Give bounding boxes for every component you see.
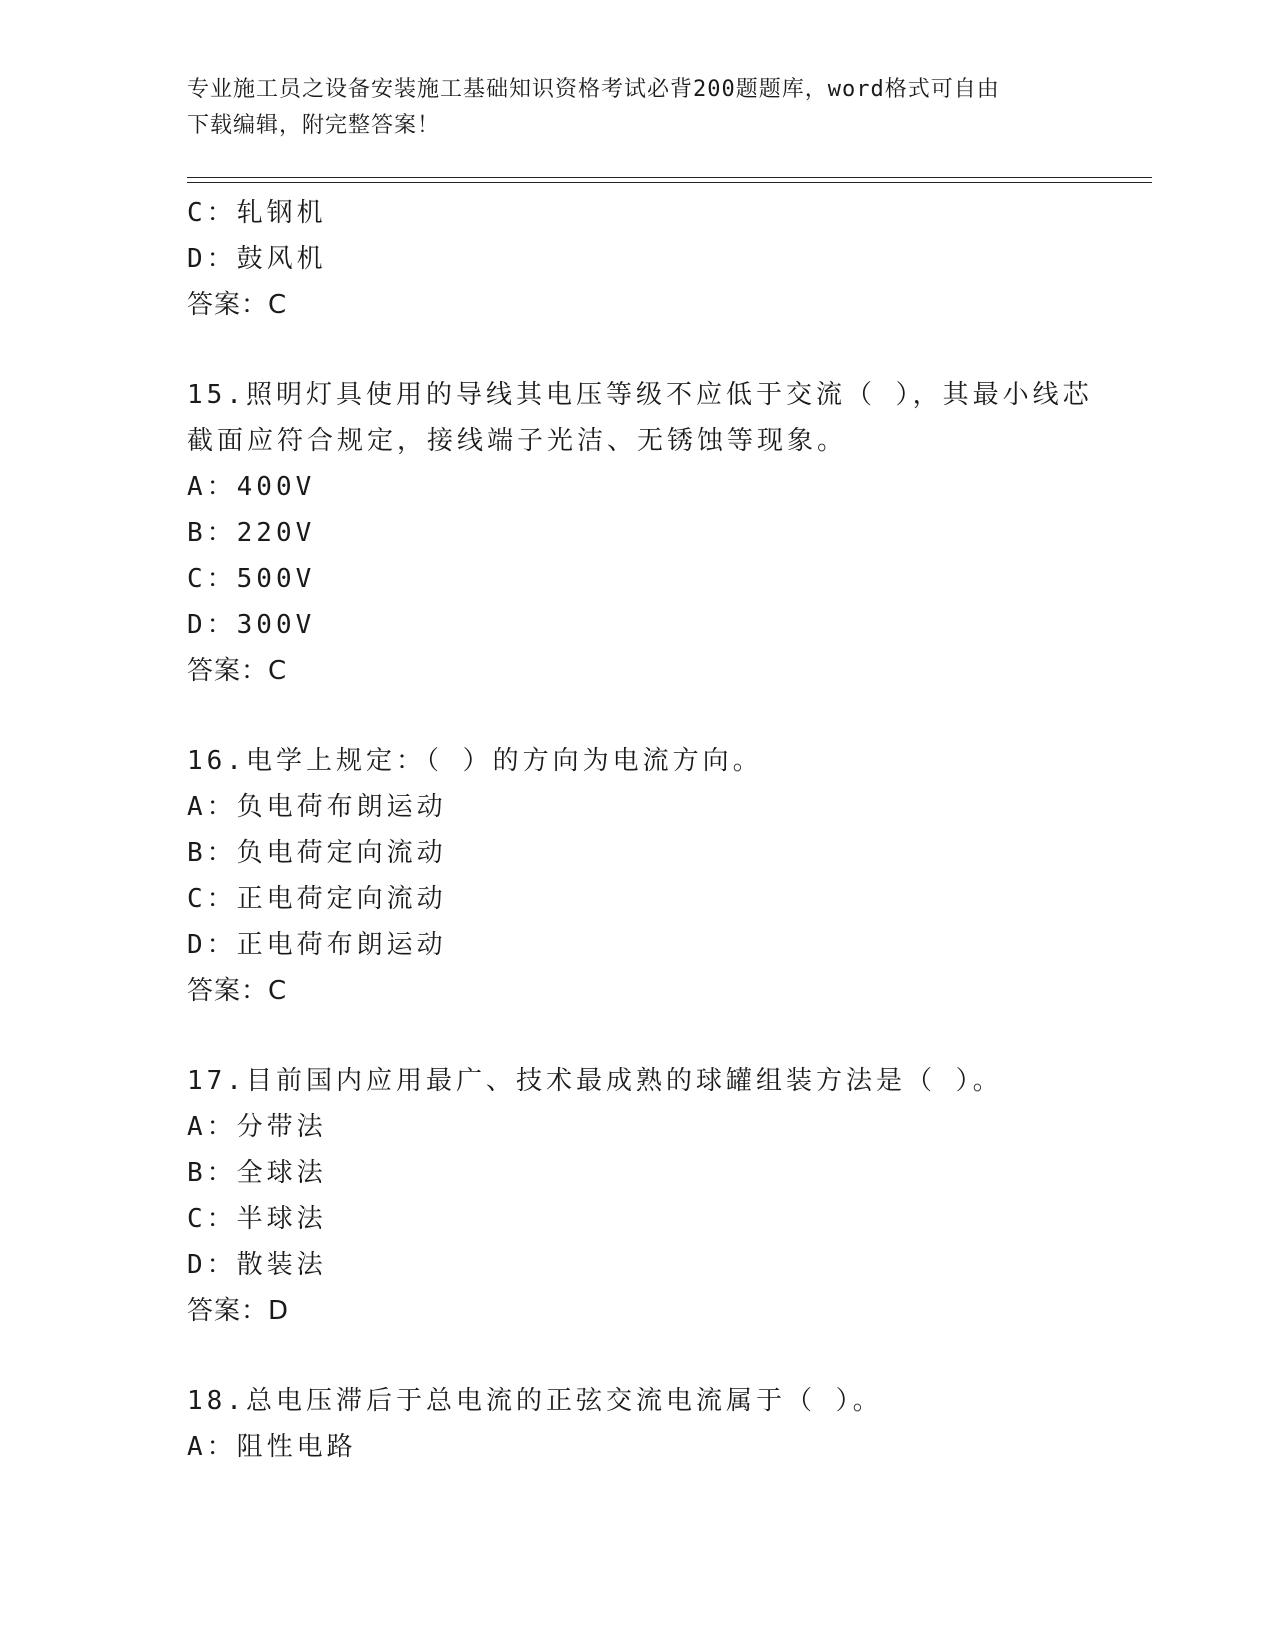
option-b: B：全球法 xyxy=(187,1158,327,1188)
question-stem-continued: 截面应符合规定，接线端子光洁、无锈蚀等现象。 xyxy=(187,426,848,456)
option-a: A：阻性电路 xyxy=(187,1432,357,1462)
option-a: A：负电荷布朗运动 xyxy=(187,792,447,822)
question-stem: 17.目前国内应用最广、技术最成熟的球罐组装方法是（ ）。 xyxy=(187,1066,1003,1096)
question-16 xyxy=(187,738,1087,1014)
option-c: C：轧钢机 xyxy=(187,198,327,228)
spacer xyxy=(187,694,1087,738)
header-title-line-2: 下载编辑，附完整答案！ xyxy=(187,113,441,138)
question-17 xyxy=(187,1058,1087,1334)
document-header xyxy=(187,72,1077,144)
spacer xyxy=(187,1014,1087,1058)
answer: 答案：C xyxy=(187,976,288,1006)
answer: 答案：C xyxy=(187,656,288,686)
option-d: D：鼓风机 xyxy=(187,244,327,274)
header-divider-top xyxy=(187,177,1152,178)
header-divider-bottom xyxy=(187,182,1152,183)
option-b: B：负电荷定向流动 xyxy=(187,838,447,868)
question-18 xyxy=(187,1378,1087,1470)
question-stem: 16.电学上规定：（ ）的方向为电流方向。 xyxy=(187,746,763,776)
question-stem: 15.照明灯具使用的导线其电压等级不应低于交流（ ），其最小线芯 xyxy=(187,380,1093,410)
option-c: C：正电荷定向流动 xyxy=(187,884,447,914)
option-c: C：500V xyxy=(187,564,316,594)
question-14 xyxy=(187,190,1087,328)
option-a: A：分带法 xyxy=(187,1112,327,1142)
answer: 答案：D xyxy=(187,1296,290,1326)
question-list xyxy=(187,190,1093,1470)
option-b: B：220V xyxy=(187,518,316,548)
question-15 xyxy=(187,372,1093,694)
option-d: D：散装法 xyxy=(187,1250,327,1280)
spacer xyxy=(187,328,1087,372)
header-title-line-1: 专业施工员之设备安装施工基础知识资格考试必背200题题库，word格式可自由 xyxy=(187,77,1000,102)
answer: 答案：C xyxy=(187,290,288,320)
option-d: D：300V xyxy=(187,610,316,640)
question-stem: 18.总电压滞后于总电流的正弦交流电流属于（ ）。 xyxy=(187,1386,883,1416)
option-a: A：400V xyxy=(187,472,316,502)
spacer xyxy=(187,1334,1087,1378)
option-c: C：半球法 xyxy=(187,1204,327,1234)
option-d: D：正电荷布朗运动 xyxy=(187,930,447,960)
